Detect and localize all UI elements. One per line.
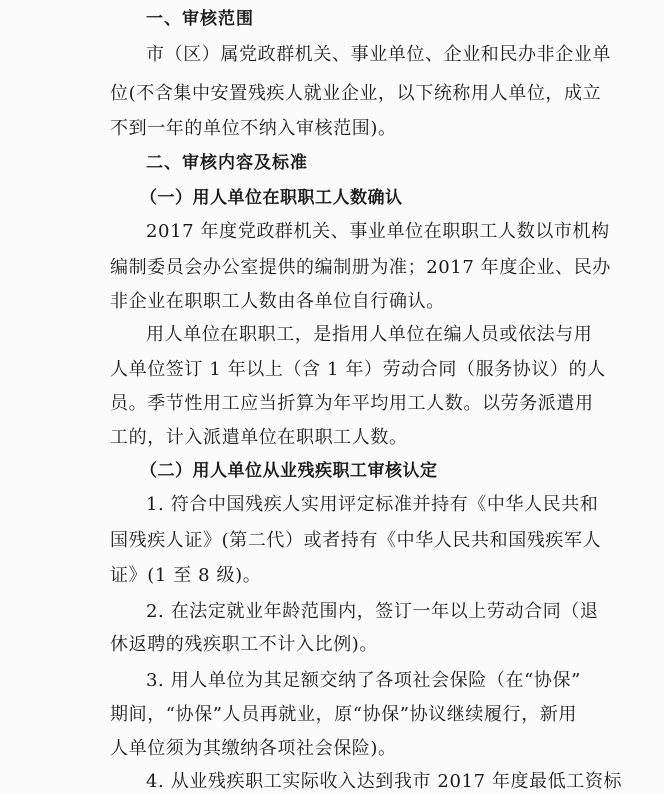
list-item-line: 国残疾人证》(第二代）或者持有《中华人民共和国残疾军人 <box>110 530 602 551</box>
paragraph-line: 市（区）属党政群机关、事业单位、企业和民办非企业单 <box>146 44 611 65</box>
paragraph-line: 员。季节性用工应当折算为年平均用工人数。以劳务派遣用 <box>110 393 594 414</box>
paragraph-line: 位(不含集中安置残疾人就业企业，以下统称用人单位，成立 <box>110 83 602 104</box>
section1-heading: 一、审核范围 <box>146 9 254 29</box>
section2-heading: 二、审核内容及标准 <box>146 153 308 173</box>
subsection-heading: （一）用人单位在职职工人数确认 <box>140 188 403 208</box>
list-item-line: 人单位须为其缴纳各项社会保险)。 <box>110 738 397 759</box>
list-item-line: 4. 从业残疾职工实际收入达到我市 2017 年度最低工资标 <box>146 771 623 792</box>
paragraph-line: 用人单位在职职工，是指用人单位在编人员或依法与用 <box>146 324 593 345</box>
list-item-line: 2. 在法定就业年龄范围内，签订一年以上劳动合同（退 <box>146 601 599 622</box>
subsection-heading: （二）用人单位从业残疾职工审核认定 <box>140 461 438 481</box>
list-item-line: 期间，“协保”人员再就业，原“协保”协议继续履行，新用 <box>110 704 578 725</box>
paragraph-line: 2017 年度党政群机关、事业单位在职职工人数以市机构 <box>146 221 610 242</box>
paragraph-line: 编制委员会办公室提供的编制册为准；2017 年度企业、民办 <box>110 257 611 278</box>
list-item-line: 1. 符合中国残疾人实用评定标准并持有《中华人民共和 <box>146 494 599 515</box>
list-item-line: 证》(1 至 8 级)。 <box>110 565 262 586</box>
list-item-line: 3. 用人单位为其足额交纳了各项社会保险（在“协保” <box>146 670 581 691</box>
paragraph-line: 非企业在职职工人数由各单位自行确认。 <box>110 291 445 312</box>
paragraph-line: 工的，计入派遣单位在职职工人数。 <box>110 427 408 448</box>
paragraph-line: 不到一年的单位不纳入审核范围)。 <box>110 118 397 139</box>
paragraph-line: 人单位签订 1 年以上（含 1 年）劳动合同（服务协议）的人 <box>110 359 606 380</box>
list-item-line: 休返聘的残疾职工不计入比例)。 <box>110 634 379 655</box>
